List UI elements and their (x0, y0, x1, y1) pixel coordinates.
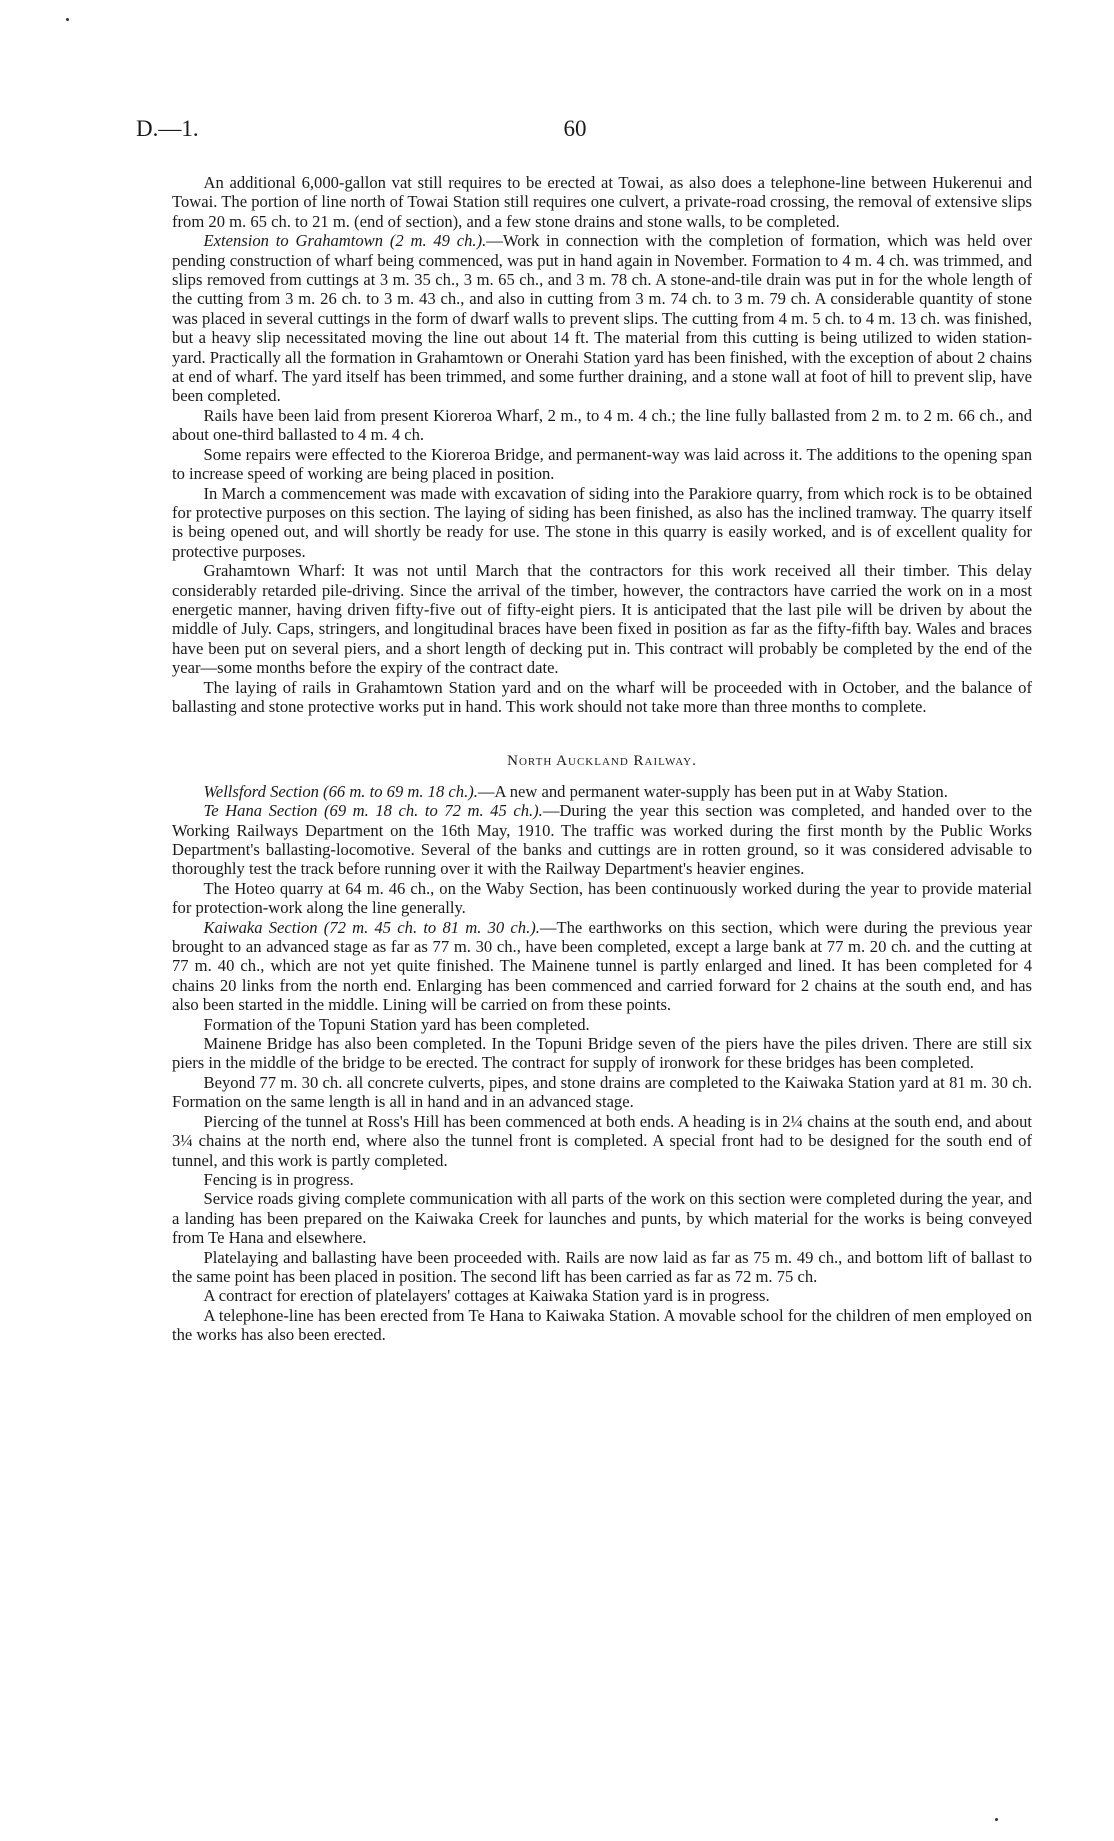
paragraph-text: Mainene Bridge has also been completed. In the Topuni Bridge seven of the piers have the piles driven. There are still six piers in the middle of the bridge to be erected. The contract for supply of ironwork for these bridges has been completed. (172, 1034, 1032, 1073)
paragraph (172, 231, 1032, 406)
paragraph-text: Fencing is in progress. (203, 1169, 354, 1189)
paragraph-text: A contract for erection of platelayers' cottages at Kaiwaka Station yard is in progress. (203, 1286, 770, 1306)
speck-mark (66, 18, 69, 21)
paragraph-lead: Kaiwaka Section (72 m. 45 ch. to 81 m. 30 ch.). (203, 917, 540, 937)
section-heading: North Auckland Railway. (507, 753, 697, 770)
paragraph (172, 1170, 1032, 1189)
paragraph (172, 1286, 1032, 1305)
paragraph (172, 678, 1032, 717)
paragraph (172, 484, 1032, 562)
paragraph-text: Rails have been laid from present Kioreroa Wharf, 2 m., to 4 m. 4 ch.; the line fully ballasted from 2 m. to 2 m. 66 ch., and about one-third ballasted to 4 m. 4 ch. (172, 405, 1032, 445)
paragraph-text: Formation of the Topuni Station yard has been completed. (203, 1014, 590, 1034)
paragraph (172, 1034, 1032, 1073)
paragraph (172, 445, 1032, 484)
paragraph-text: An additional 6,000-gallon vat still requires to be erected at Towai, as also does a telephone-line between Hukerenui and Towai. The portion of line north of Towai Station still requires one culvert, a private-road crossing, the removal of extensive slips from 20 m. 65 ch. to 21 m. (end of section), and a few stone drains and stone walls, to be completed. (172, 173, 1032, 231)
paragraph (172, 1248, 1032, 1287)
paragraph-lead: Extension to Grahamtown (2 m. 49 ch.). (203, 231, 487, 251)
paragraph-lead: Wellsford Section (66 m. to 69 m. 18 ch.). (203, 781, 478, 801)
paragraph-text: —Work in connection with the completion of formation, which was held over pending construction of wharf being commenced, was put in hand again in November. Formation to 4 m. 4 ch. was trimmed, and slips removed from cuttings at 3 m. 35 ch., 3 m. 65 ch., and 3 m. 78 ch. A stone-and-tile drain was put in for the whole length of the cutting from 3 m. 26 ch. to 3 m. 43 ch., and also in cutting from 3 m. 74 ch. to 3 m. 79 ch. A considerable quantity of stone was placed in several cuttings in the form of dwarf walls to prevent slips. The cutting from 4 m. 5 ch. to 4 m. 13 ch. was finished, but a heavy slip necessitated moving the line out about 14 ft. The material from this cutting is being utilized to widen station-yard. Practically all the formation in Grahamtown or Onerahi Station yard has been finished, with the exception of about 2 chains at end of wharf. The yard itself has been trimmed, and some further draining, and a stone wall at foot of hill to prevent slip, have been completed. (172, 231, 1032, 406)
paragraph (172, 1112, 1032, 1170)
paragraph (172, 782, 1032, 801)
paragraph (172, 801, 1032, 879)
paragraph-text: Beyond 77 m. 30 ch. all concrete culverts, pipes, and stone drains are completed to the Kaiwaka Station yard at 81 m. 30 ch. Formation on the same length is all in hand and in an advanced stage. (172, 1072, 1032, 1112)
paragraph (172, 1073, 1032, 1112)
paragraph-text: —The earthworks on this section, which were during the previous year brought to an advanced stage as far as 77 m. 30 ch., have been completed, except a large bank at 77 m. 20 ch. and the cutting at 77 m. 40 ch., which are not yet quite finished. The Mainene tunnel is partly enlarged and lined. It has been completed for 4 chains 20 links from the north end. Enlarging has been commenced and carried forward for 2 chains at the south end, and has also been started in the middle. Lining will be carried on from these points. (172, 917, 1032, 1015)
paragraph-text: In March a commencement was made with excavation of siding into the Parakiore quarry, from which rock is to be obtained for protective purposes on this section. The laying of siding has been finished, as also has the inclined tramway. The quarry itself is being opened out, and will shortly be ready for use. The stone in this quarry is easily worked, and is of excellent quality for protective purposes. (172, 483, 1032, 561)
page-body (172, 173, 1032, 1345)
page-number: 60 (563, 116, 587, 141)
paragraph-lead: Te Hana Section (69 m. 18 ch. to 72 m. 45 ch.). (203, 801, 543, 821)
paragraph-text: —A new and permanent water-supply has been put in at Waby Station. (477, 781, 948, 801)
paragraph-text: Piercing of the tunnel at Ross's Hill has been commenced at both ends. A heading is in 2¼ chains at the south end, and about 3¼ chains at the north end, where also the tunnel front is completed. A special front had to be designed for the south end of tunnel, and this work is partly completed. (172, 1111, 1032, 1170)
paragraph (172, 879, 1032, 918)
paragraph-text: The Hoteo quarry at 64 m. 46 ch., on the Waby Section, has been continuously worked during the year to provide material for protection-work along the line generally. (172, 878, 1032, 918)
section-north-auckland (172, 782, 1032, 1345)
paragraph-text: The laying of rails in Grahamtown Station yard and on the wharf will be proceeded with in October, and the balance of ballasting and stone protective works put in hand. This work should not take more than three months to complete. (172, 677, 1032, 716)
paragraph-text: Platelaying and ballasting have been proceeded with. Rails are now laid as far as 75 m. 49 ch., and bottom lift of ballast to the same point has been placed in position. The second lift has been carried as far as 72 m. 75 ch. (172, 1247, 1032, 1286)
paragraph-text: Some repairs were effected to the Kioreroa Bridge, and permanent-way was laid across it. The additions to the opening span to increase speed of working are being placed in position. (172, 444, 1032, 484)
page-header (136, 116, 1014, 150)
paragraph (172, 561, 1032, 677)
paragraph (172, 1015, 1032, 1034)
paragraph-text: Service roads giving complete communication with all parts of the work on this section were completed during the year, and a landing has been prepared on the Kaiwaka Creek for launches and punts, by which material for the works is being conveyed from Te Hana and elsewhere. (172, 1189, 1032, 1248)
paragraph (172, 918, 1032, 1015)
document-reference: D.—1. (136, 116, 199, 141)
paragraph-text: Grahamtown Wharf: It was not until March that the contractors for this work received all their timber. This delay considerably retarded pile-driving. Since the arrival of the timber, however, the contractors have carried the work on in a most energetic manner, having driven fifty-five out of fifty-eight piers. It is anticipated that the last pile will be driven by about the middle of July. Caps, stringers, and longitudinal braces have been fixed in position as far as the fifty-fifth bay. Wales and braces have been put on several piers, and a short length of decking put in. This contract will probably be completed by the end of the year—some months before the expiry of the contract date. (172, 561, 1032, 678)
paragraph-text: A telephone-line has been erected from Te Hana to Kaiwaka Station. A movable school for the children of men employed on the works has also been erected. (172, 1305, 1032, 1345)
paragraph-text: —During the year this section was completed, and handed over to the Working Railways Department on the 16th May, 1910. The traffic was worked during the first month by the Public Works Department's ballasting-locomotive. Several of the banks and cuttings are in rotten ground, so it was considered advisable to thoroughly test the track before running over it with the Railway Department's heavier engines. (172, 801, 1032, 879)
section-grahamtown (172, 173, 1032, 716)
paragraph (172, 1306, 1032, 1345)
paragraph (172, 1189, 1032, 1247)
speck-mark (995, 1818, 998, 1821)
paragraph (172, 173, 1032, 231)
paragraph (172, 406, 1032, 445)
